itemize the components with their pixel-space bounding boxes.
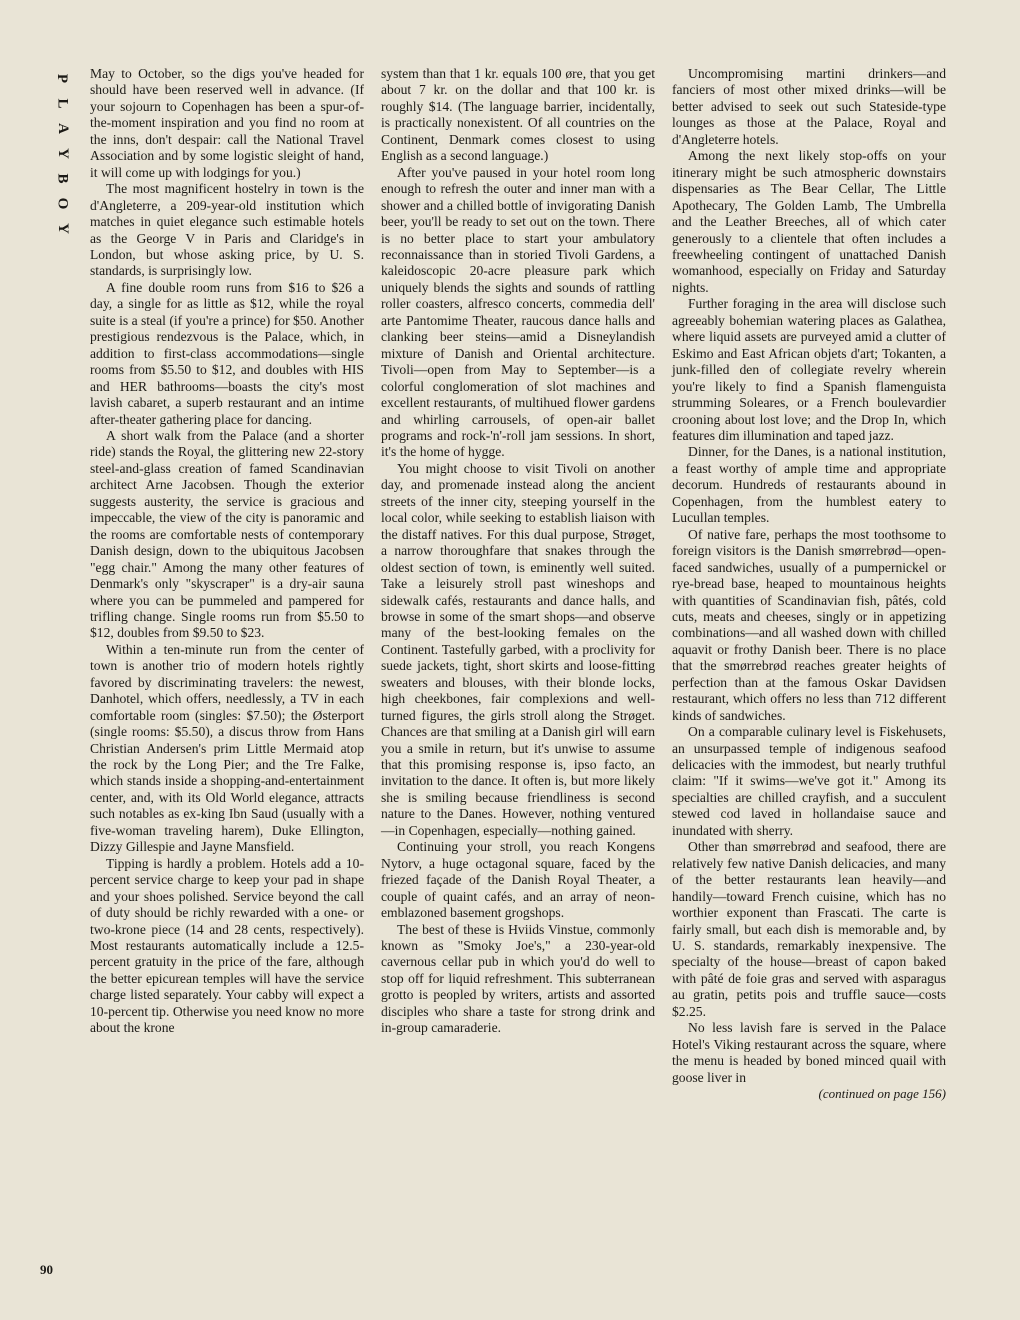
paragraph: A short walk from the Palace (and a shorter ride) stands the Royal, the glittering new 22-story steel-and-glass creation of famed Scandinavian architect Arne Jacobsen. Though the exterior suggests austerity, the service is gracious and impeccable, the view of the city is panoramic and the rooms are comfortable nests of contemporary Danish design, down to the ubiquitous Jacobsen "egg chair." Among the many other features of Denmark's only "skyscraper" is a dry-air sauna where you can be pummeled and pampered for trifling change. Single rooms run from $5.50 to $12, doubles from $9.50 to $23. — [90, 427, 364, 641]
paragraph: Within a ten-minute run from the center of town is another trio of modern hotels rightly favored by discriminating travelers: the newest, Danhotel, which offers, needlessly, a TV in each comfortable room (singles: $7.50); the Østerport (single rooms: $5.50), a discus throw from Hans Christian Andersen's prim Little Mermaid atop the rock by the Long Pier; and the Tre Falke, which stands inside a shopping-and-entertainment center, and, with its Old World elegance, attracts such notables as ex-king Ibn Saud (usually with a five-woman traveling harem), Duke Ellington, Dizzy Gillespie and Jayne Mansfield. — [90, 641, 364, 855]
paragraph: The most magnificent hostelry in town is the d'Angleterre, a 209-year-old institution which matches in quiet elegance such estimable hotels as the George V in Paris and Claridge's in London, but whose asking price, by U. S. standards, is surprisingly low. — [90, 181, 364, 279]
masthead-letter: O — [54, 197, 71, 210]
text-column-1 — [90, 66, 364, 1037]
paragraph: Among the next likely stop-offs on your itinerary might be such atmospheric downstairs dispensaries as The Bear Cellar, The Little Apothecary, The Golden Lamb, The Umbrella and the Leather Breeches, all of which cater generously to a clientele that often includes a freewheeling contingent of unattached Danish womanhood, especially on Friday and Saturday nights. — [672, 148, 946, 295]
page-number: 90 — [40, 1262, 53, 1277]
paragraph: The best of these is Hviids Vinstue, commonly known as "Smoky Joe's," a 230-year-old cavernous cellar pub in which you'd do well to stop off for liquid refreshment. This subterranean grotto is peopled by writers, artists and assorted disciples who share a taste for strong drink and in-group camaraderie. — [381, 921, 655, 1036]
masthead-letter: A — [54, 123, 71, 134]
paragraph: You might choose to visit Tivoli on another day, and promenade instead along the ancient streets of the inner city, steeping yourself in the local color, while seeking to establish liaison with the distaff natives. For this dual purpose, Strøget, a narrow thoroughfare that snakes through the oldest section of town, is eminently well suited. Take a leisurely stroll past wineshops and sidewalk cafés, restaurants and dance halls, and browse in some of the smart shops—and observe many of the best-looking females on the Continent. Tastefully garbed, with a proclivity for suede jackets, tight, short skirts and loose-fitting sweaters and blouses, with their blonde locks, high cheekbones, fair complexions and well-turned figures, the girls stroll along the Strøget. Chances are that smiling at a Danish girl will earn you a smile in return, but it's unwise to assume that this promising response is, ipso facto, an invitation to the dance. It often is, but more likely she is smiling because friendliness is second nature to the Danes. However, nothing ventured—in Copenhagen, especially—nothing gained. — [381, 460, 655, 838]
paragraph: No less lavish fare is served in the Palace Hotel's Viking restaurant across the square, where the menu is headed by boned minced quail with goose liver in — [672, 1020, 946, 1085]
masthead-letter: Y — [54, 148, 71, 159]
paragraph: Other than smørrebrød and seafood, there are relatively few native Danish delicacies, and many of the better restaurants lean heavily—and handily—toward French cuisine, which has no worthier exponent than Frascati. The carte is fairly small, but each dish is memorable and, by U. S. standards, remarkably inexpensive. The specialty of the house—breast of capon baked with pâté de foie gras and served with asparagus au gratin, petits pois and truffle sauce—costs $2.25. — [672, 839, 946, 1019]
paragraph: On a comparable culinary level is Fiskehusets, an unsurpassed temple of indigenous seafood delicacies with the immodest, but nearly truthful claim: "If it swims—we've got it." Among its specialties are chilled crayfish, and a succulent stewed cod laved in hollandaise sauce and inundated with sherry. — [672, 724, 946, 838]
text-column-3 — [672, 66, 946, 1103]
paragraph: Continuing your stroll, you reach Kongens Nytorv, a huge octagonal square, faced by the friezed façade of the Danish Royal Theater, a couple of quaint cafés, and an array of neon-emblazoned basement grogshops. — [381, 839, 655, 921]
paragraph: Further foraging in the area will disclose such agreeably bohemian watering places as Galathea, where liquid assets are purveyed amid a clutter of Eskimo and East African objets d'art; Tokanten, a junk-filled den of collegiate revelry wherein you're likely to find a Spanish flamenguista strumming Soleares, or a French boulevardier crooning about lost love; and the Drop In, which features dim illumination and taped jazz. — [672, 296, 946, 443]
masthead-letter: L — [54, 98, 71, 109]
masthead-letter: Y — [54, 223, 71, 234]
masthead-letter: P — [54, 73, 71, 84]
text-column-2 — [381, 66, 655, 1037]
paragraph: After you've paused in your hotel room long enough to refresh the outer and inner man with a shower and a chilled bottle of invigorating Danish beer, you'll be ready to set out on the town. There is no better place to start your ambulatory reconnaissance than in storied Tivoli Gardens, a kaleidoscopic 20-acre pleasure park which uniquely blends the sights and sounds of rattling roller coasters, alfresco concerts, commedia dell' arte Pantomime Theater, raucous dance halls and clanking beer steins—amid a Disneylandish mixture of Danish and Oriental architecture. Tivoli—open from May to September—is a colorful conglomeration of slot machines and excellent restaurants, of multihued flower gardens and whirling carrousels, of open-air ballet programs and rock-'n'-roll jam sessions. In short, it's the home of hygge. — [381, 164, 655, 460]
paragraph: system than that 1 kr. equals 100 øre, that you get about 7 kr. on the dollar and that 100 kr. is roughly $14. (The language barrier, incidentally, is practically nonexistent. Of all countries on the Continent, Denmark comes closest to using English as a second language.) — [381, 66, 655, 164]
masthead-letter: B — [54, 173, 71, 184]
paragraph: Uncompromising martini drinkers—and fanciers of most other mixed drinks—will be better advised to seek out such Stateside-type lounges as those at the Palace, Royal and d'Angleterre hotels. — [672, 66, 946, 147]
paragraph: Dinner, for the Danes, is a national institution, a feast worthy of ample time and appropriate decorum. Hundreds of restaurants abound in Copenhagen, from the humblest eatery to Lucullan temples. — [672, 444, 946, 526]
masthead-vertical — [44, 66, 80, 241]
paragraph: Of native fare, perhaps the most toothsome to foreign visitors is the Danish smørrebrød—open-faced sandwiches, usually of a pumpernickel or rye-bread base, heaped to mountainous heights with quantities of Scandinavian fish, pâtés, cold cuts, meats and cheeses, singly or in appetizing combinations—and all washed down with chilled aquavit or frothy Danish beer. There is no place that the smørrebrød reaches greater heights of perfection than at the famous Oskar Davidsen restaurant, which offers no less than 712 different kinds of sandwiches. — [672, 526, 946, 723]
paragraph: A fine double room runs from $16 to $26 a day, a single for as little as $12, while the royal suite is a steal (if you're a prince) for $50. Another prestigious rendezvous is the Palace, which, in addition to first-class accommodations—single rooms from $5.50 to $12, and doubles with HIS and HER bathrooms—boasts the city's most lavish cabaret, a superb restaurant and an intime after-theater gathering place for dancing. — [90, 279, 364, 427]
continuation-note: (continued on page 156) — [818, 1086, 946, 1102]
paragraph: May to October, so the digs you've headed for should have been reserved well in advance. (If your sojourn to Copenhagen has been a spur-of-the-moment inspiration and you find no room at the inns, don't despair: call the National Travel Association and by some logistic sleight of hand, it will come up with lodgings for you.) — [90, 66, 364, 180]
paragraph: Tipping is hardly a problem. Hotels add a 10-percent service charge to keep your pad in shape and your shoes polished. Service beyond the call of duty should be richly rewarded with a one- or two-krone piece (14 and 28 cents, respectively). Most restaurants automatically include a 12.5-percent gratuity in the price of the fare, although the better epicurean temples will have the service charge listed separately. Your cabby will expect a 10-percent tip. Otherwise you need know no more about the krone — [90, 855, 364, 1036]
